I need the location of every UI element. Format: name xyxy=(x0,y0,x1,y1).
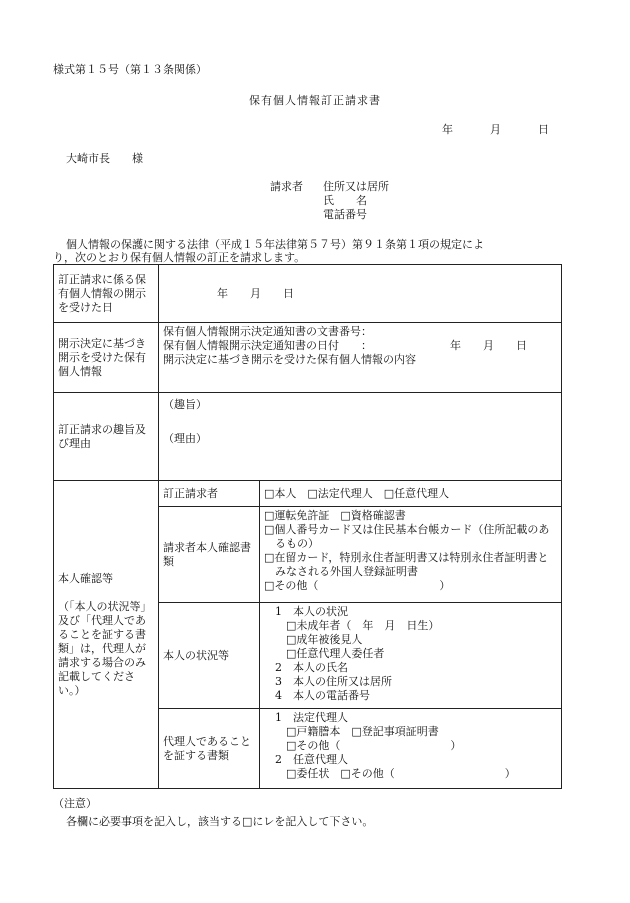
status-option-minor[interactable]: □未成年者（ 年 月 日生） xyxy=(286,619,440,632)
agent-proof-field[interactable] xyxy=(260,709,562,789)
status-item-4: 4 本人の電話番号 xyxy=(275,689,370,702)
id-doc-option-other[interactable]: □その他（ ） xyxy=(264,579,451,592)
requester-type-label: 訂正請求者 xyxy=(159,481,260,507)
id-doc-option-license[interactable]: □運転免許証 □資格確認書 xyxy=(264,509,406,522)
principal-status-field[interactable] xyxy=(260,603,562,709)
intro-line-1: 個人情報の保護に関する法律（平成１５年法律第５７号）第９１条第１項の規定によ xyxy=(66,238,484,251)
intro-line-2: り，次のとおり保有個人情報の訂正を請求します。 xyxy=(53,251,306,264)
table-row xyxy=(54,393,562,481)
document-title: 保有個人情報訂正請求書 xyxy=(249,94,381,107)
id-documents-options[interactable] xyxy=(260,507,562,603)
status-item-2: 2 本人の氏名 xyxy=(275,661,348,674)
disclosure-date-value: 年 月 日 xyxy=(217,286,294,300)
disclosed-info-label: 開示決定に基づき開示を受けた保有個人情報 xyxy=(54,323,159,393)
intro-paragraph xyxy=(53,238,573,264)
notes-body: 各欄に必要事項を記入し，該当する□にレを記入して下さい。 xyxy=(66,815,374,828)
status-item-1: 1 本人の状況 xyxy=(275,605,348,618)
identity-section xyxy=(54,481,159,789)
id-doc-option-residence-card[interactable]: □在留カード，特別永住者証明書又は特別永住者証明書とみなされる外国人登録証明書 xyxy=(264,551,549,578)
date-year-label: 年 xyxy=(442,123,453,136)
disclosed-info-field[interactable] xyxy=(159,323,562,393)
requester-name-label: 氏 名 xyxy=(323,194,367,207)
agent-option-family-register[interactable]: □戸籍謄本 □登記事項証明書 xyxy=(286,725,439,738)
table-row xyxy=(54,265,562,323)
notes-heading: （注意） xyxy=(53,797,97,810)
notice-date-value: 年 月 日 xyxy=(450,339,527,352)
agent-option-power-of-attorney[interactable]: □委任状 □その他（ ） xyxy=(286,767,516,780)
date-month-label: 月 xyxy=(490,123,501,136)
identity-note: （「本人の状況等」及び「代理人であることを証する書類」は，代理人が請求する場合のみ記載してください。） xyxy=(58,599,152,697)
disclosure-date-label: 訂正請求に係る保有個人情報の開示を受けた日 xyxy=(54,265,159,323)
request-form-table xyxy=(53,264,562,789)
principal-status-label: 本人の状況等 xyxy=(159,603,260,709)
agent-option-legal-other[interactable]: □その他（ ） xyxy=(286,739,462,752)
agent-proof-label: 代理人であることを証する書類 xyxy=(159,709,260,789)
id-doc-option-mynumber[interactable]: □個人番号カード又は住民基本台帳カード（住所記載のあるもの） xyxy=(264,523,550,550)
purpose-gist-label: （趣旨） xyxy=(163,398,207,411)
purpose-reason-label: （理由） xyxy=(163,432,207,445)
date-day-label: 日 xyxy=(538,123,549,136)
form-number: 様式第１５号（第１３条関係） xyxy=(53,63,207,76)
addressee: 大崎市長 様 xyxy=(66,152,143,165)
purpose-field[interactable] xyxy=(159,393,562,481)
purpose-label: 訂正請求の趣旨及び理由 xyxy=(54,393,159,481)
requester-type-options[interactable]: □本人 □法定代理人 □任意代理人 xyxy=(260,481,562,507)
requester-address-label: 住所又は居所 xyxy=(323,180,389,193)
disclosed-info-content: 開示決定に基づき開示を受けた保有個人情報の内容 xyxy=(163,353,416,366)
status-item-3: 3 本人の住所又は居所 xyxy=(275,675,392,688)
status-option-principal[interactable]: □任意代理人委任者 xyxy=(286,647,385,660)
notice-date-row xyxy=(163,339,557,353)
request-date xyxy=(442,123,549,137)
agent-item-1: 1 法定代理人 xyxy=(275,711,348,724)
id-documents-label: 請求者本人確認書類 xyxy=(159,507,260,603)
requester-label: 請求者 xyxy=(270,180,303,193)
identity-label: 本人確認等 xyxy=(58,571,113,585)
notice-document-number: 保有個人情報開示決定通知書の文書番号： xyxy=(163,325,372,338)
agent-item-2: 2 任意代理人 xyxy=(275,753,348,766)
disclosure-date-field[interactable] xyxy=(159,265,562,323)
table-row xyxy=(54,323,562,393)
status-option-ward[interactable]: □成年被後見人 xyxy=(286,633,363,646)
table-row xyxy=(54,481,562,507)
requester-phone-label: 電話番号 xyxy=(323,208,367,221)
notice-date-label: 保有個人情報開示決定通知書の日付 ： xyxy=(163,339,372,352)
